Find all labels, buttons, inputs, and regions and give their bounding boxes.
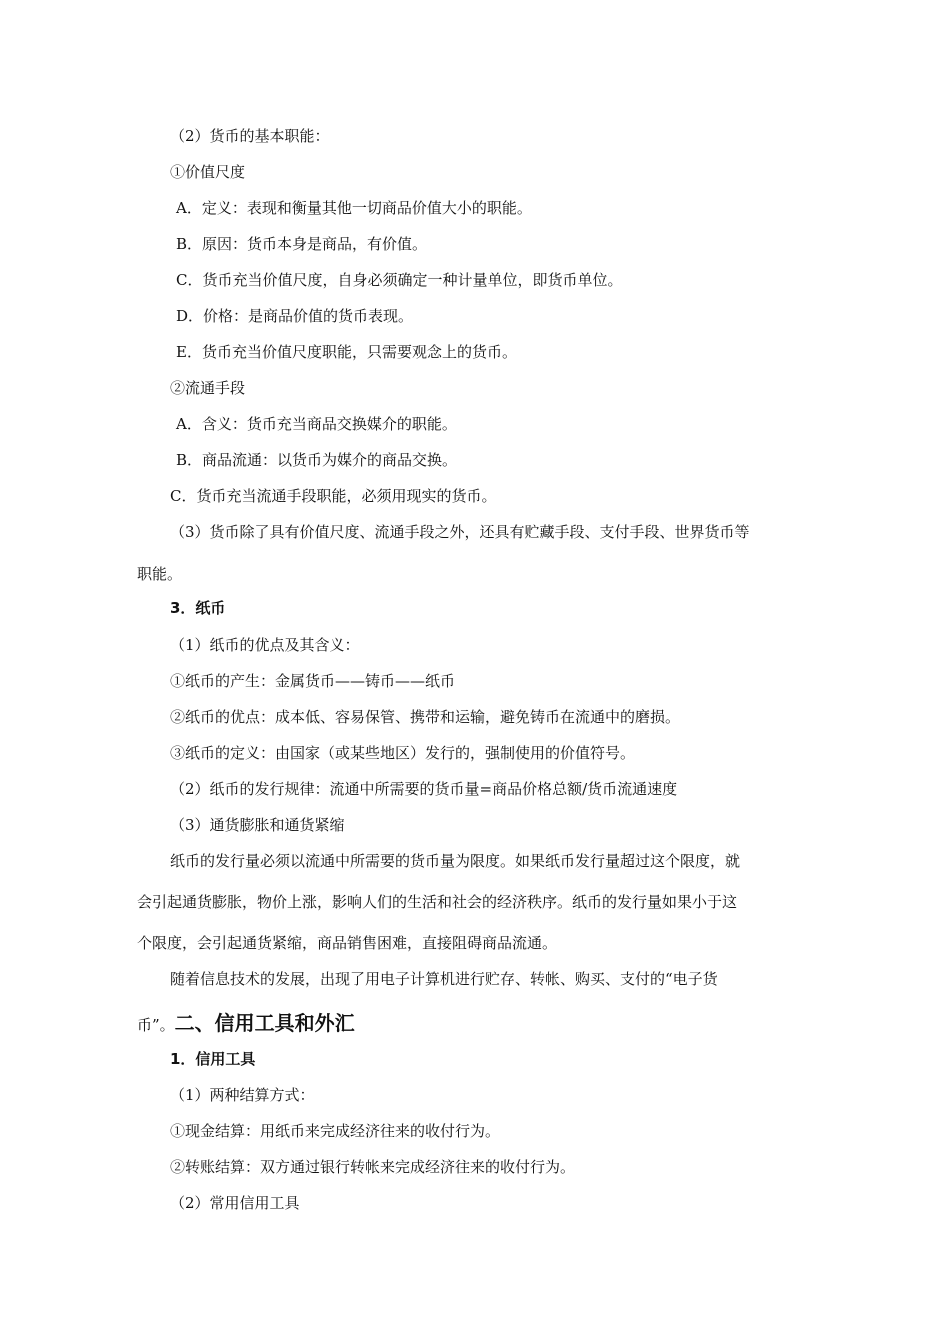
section-heading: 3．纸币 [170, 599, 226, 617]
text-line: 纸币的发行量必须以流通中所需要的货币量为限度。如果纸币发行量超过这个限度，就 [170, 852, 741, 870]
text-line: A．含义：货币充当商品交换媒介的职能。 [176, 415, 457, 433]
chapter-heading: 二、信用工具和外汇 [174, 1011, 355, 1035]
text-line: ①纸币的产生：金属货币——铸币——纸币 [170, 672, 456, 690]
text-line: 会引起通货膨胀，物价上涨，影响人们的生活和社会的经济秩序。纸币的发行量如果小于这 [137, 893, 738, 911]
text-line: ②转账结算：双方通过银行转帐来完成经济往来的收付行为。 [170, 1158, 576, 1176]
text-line: 个限度，会引起通货紧缩，商品销售困难，直接阻碍商品流通。 [137, 934, 558, 952]
text-line: ③纸币的定义：由国家（或某些地区）发行的，强制使用的价值符号。 [170, 744, 636, 762]
text-line: B．原因：货币本身是商品，有价值。 [176, 235, 428, 253]
text-line: A．定义：表现和衡量其他一切商品价值大小的职能。 [176, 199, 532, 217]
text-line-with-heading [137, 1010, 355, 1036]
text-line: 随着信息技术的发展，出现了用电子计算机进行贮存、转帐、购买、支付的“电子货 [170, 970, 718, 988]
text-line: E．货币充当价值尺度职能，只需要观念上的货币。 [176, 343, 517, 361]
text-line: C．货币充当价值尺度，自身必须确定一种计量单位，即货币单位。 [176, 271, 623, 289]
text-line: （2）常用信用工具 [170, 1194, 300, 1212]
text-line: D．价格：是商品价值的货币表现。 [176, 307, 414, 325]
text-line: ②流通手段 [170, 379, 246, 397]
text-line: B．商品流通：以货币为媒介的商品交换。 [176, 451, 458, 469]
text-line: ①现金结算：用纸币来完成经济往来的收付行为。 [170, 1122, 501, 1140]
text-fragment: 币”。 [137, 1016, 175, 1034]
text-line: （3）通货膨胀和通货紧缩 [170, 816, 345, 834]
text-line: 职能。 [137, 565, 183, 583]
text-line: （1）纸币的优点及其含义： [170, 636, 360, 654]
text-line: （1）两种结算方式： [170, 1086, 315, 1104]
text-line: ①价值尺度 [170, 163, 246, 181]
text-line: ②纸币的优点：成本低、容易保管、携带和运输，避免铸币在流通中的磨损。 [170, 708, 681, 726]
text-line: C．货币充当流通手段职能，必须用现实的货币。 [170, 487, 497, 505]
text-line: （2）纸币的发行规律：流通中所需要的货币量=商品价格总额/货币流通速度 [170, 780, 678, 798]
section-heading: 1．信用工具 [170, 1050, 256, 1068]
text-line: （3）货币除了具有价值尺度、流通手段之外，还具有贮藏手段、支付手段、世界货币等 [170, 523, 750, 541]
text-line: （2）货币的基本职能： [170, 127, 330, 145]
